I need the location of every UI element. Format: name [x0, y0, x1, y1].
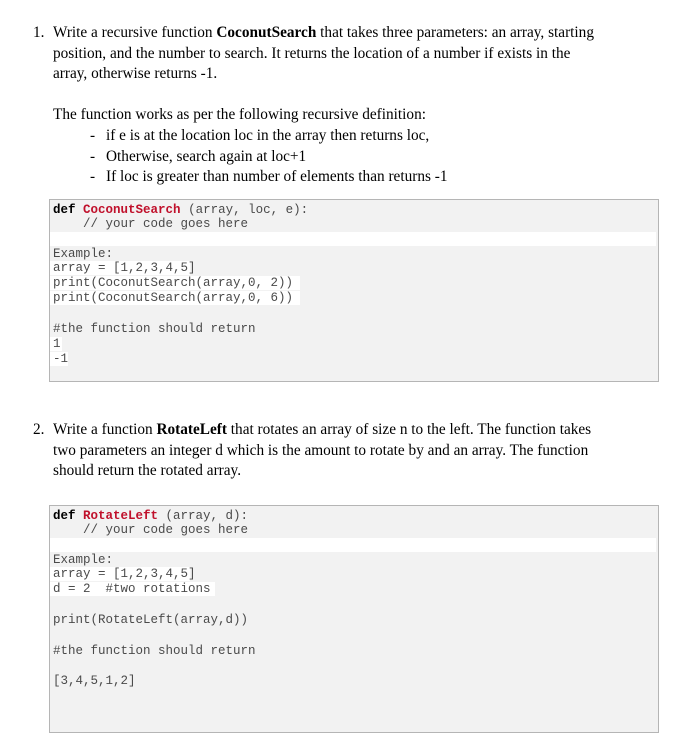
question-1-number: 1.	[33, 24, 45, 41]
bullet-text: if e is at the location loc in the array then returns loc,	[106, 127, 430, 144]
code-print-line-2: print(CoconutSearch(array,0, 6))	[53, 291, 294, 305]
question-1	[33, 23, 653, 85]
code-result-comment: #the function should return	[53, 644, 256, 658]
code-example-label: Example:	[53, 247, 114, 261]
code-result: [3,4,5,1,2]	[53, 674, 136, 688]
code-result-comment: #the function should return	[53, 322, 256, 336]
blank-line-highlight	[50, 232, 656, 246]
bullet-text: Otherwise, search again at loc+1	[106, 147, 307, 165]
question-1-line-2: position, and the number to search. It returns the location of a number if exists in the	[53, 44, 571, 62]
code-function-name: RotateLeft	[83, 509, 159, 523]
code-array-line: array = [1,2,3,4,5]	[53, 261, 196, 275]
code-print-line: print(RotateLeft(array,d))	[53, 613, 249, 627]
question-1-line-3: array, otherwise returns -1.	[53, 65, 218, 82]
question-2-function-name: RotateLeft	[156, 421, 227, 438]
code-example-label: Example:	[53, 553, 114, 567]
recursive-definition-intro: The function works as per the following recursive definition:	[53, 106, 426, 123]
question-2-line-3: should return the rotated array.	[53, 462, 242, 479]
question-2-number: 2.	[33, 421, 45, 438]
code-result-2: -1	[53, 352, 69, 366]
code-comment-line: // your code goes here	[53, 523, 249, 537]
blank-line-highlight	[50, 538, 656, 552]
code-def-line: def CoconutSearch (array, loc, e):	[53, 203, 309, 217]
code-def-line: def RotateLeft (array, d):	[53, 509, 249, 523]
code-function-name: CoconutSearch	[83, 203, 181, 217]
bullet-text: If loc is greater than number of elements than returns -1	[106, 168, 448, 185]
question-2	[33, 420, 653, 482]
code-comment-line: // your code goes here	[53, 217, 249, 231]
code-array-line: array = [1,2,3,4,5]	[53, 567, 196, 581]
question-1-function-name: CoconutSearch	[216, 24, 317, 41]
question-1-line-1: Write a recursive function CoconutSearch that takes three parameters: an array, starting	[53, 24, 594, 41]
code-block-rotate-left	[49, 505, 659, 733]
question-2-line-1: Write a function RotateLeft that rotates an array of size n to the left. The function takes	[53, 421, 592, 438]
question-2-line-2: two parameters an integer d which is the amount to rotate by and an array. The function	[53, 441, 589, 459]
code-result-1: 1	[53, 337, 61, 351]
code-d-line: d = 2 #two rotations	[53, 582, 211, 596]
bullet-dash: -	[90, 127, 96, 144]
code-block-coconut-search	[49, 199, 659, 382]
bullet-dash: -	[90, 168, 96, 185]
bullet-dash: -	[90, 147, 96, 165]
code-print-line-1: print(CoconutSearch(array,0, 2))	[53, 276, 294, 290]
